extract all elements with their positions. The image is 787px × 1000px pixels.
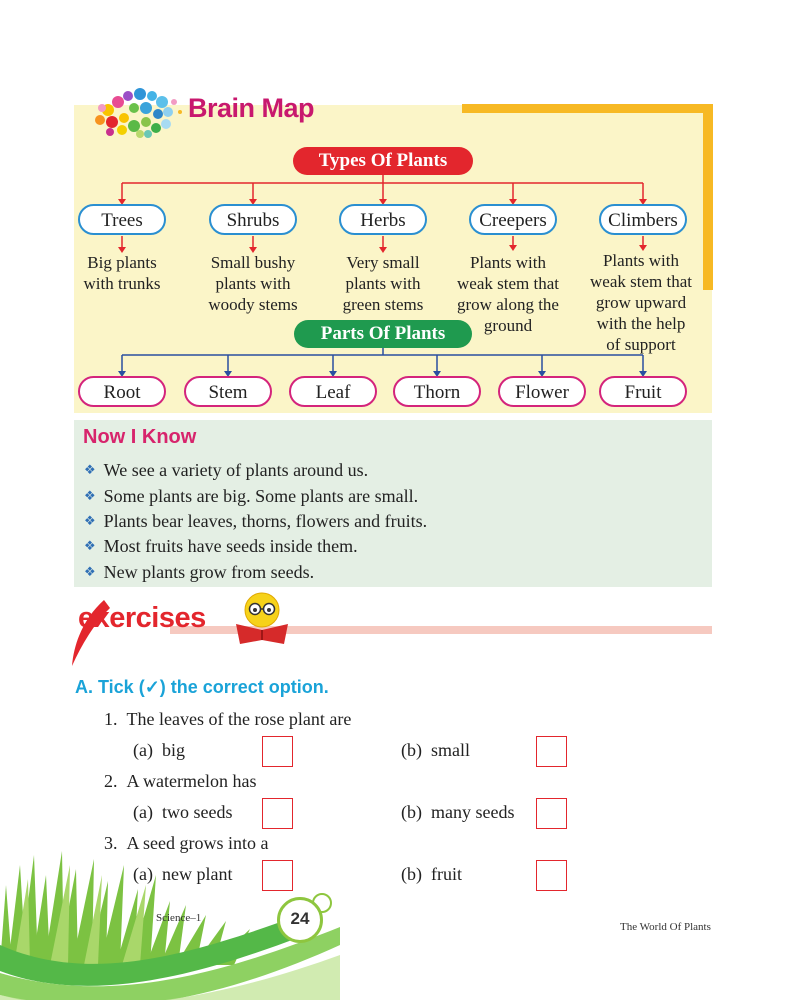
footer-book-title: Science–1 — [156, 912, 202, 924]
q1-option-a-checkbox[interactable] — [262, 736, 293, 767]
type-creepers: Creepers — [469, 204, 557, 235]
parts-connectors — [122, 348, 643, 374]
type-climbers: Climbers — [599, 204, 687, 235]
type-trees: Trees — [78, 204, 166, 235]
question-1: 1. The leaves of the rose plant are — [104, 709, 352, 729]
exercises-title: exercises — [78, 602, 206, 634]
part-thorn: Thorn — [393, 376, 481, 407]
diamond-bullet-icon: ❖ — [84, 462, 96, 477]
part-leaf: Leaf — [289, 376, 377, 407]
q2-option-b-checkbox[interactable] — [536, 798, 567, 829]
part-flower: Flower — [498, 376, 586, 407]
question-3: 3. A seed grows into a — [104, 833, 269, 853]
type-shrubs: Shrubs — [209, 204, 297, 235]
parts-of-plants-banner: Parts Of Plants — [294, 320, 472, 348]
creepers-description: Plants with weak stem that grow along the ground — [457, 253, 559, 335]
q2-option-b: (b) many seeds — [401, 802, 515, 822]
part-stem: Stem — [184, 376, 272, 407]
climbers-description: Plants with weak stem that grow upward with the help of support — [590, 251, 692, 354]
footer-chapter-title: The World Of Plants — [620, 921, 711, 933]
section-a-heading: A. Tick (✓) the correct option. — [75, 677, 329, 697]
part-fruit: Fruit — [599, 376, 687, 407]
diamond-bullet-icon: ❖ — [84, 564, 96, 579]
q3-option-b: (b) fruit — [401, 864, 462, 884]
brain-map-title: Brain Map — [188, 93, 315, 123]
type-herbs: Herbs — [339, 204, 427, 235]
q3-option-a: (a) new plant — [133, 864, 233, 884]
diamond-bullet-icon: ❖ — [84, 488, 96, 503]
q1-option-a: (a) big — [133, 740, 185, 760]
fact-item: ❖ Plants bear leaves, thorns, flowers and fruits. — [84, 511, 428, 531]
now-i-know-title: Now I Know — [83, 426, 197, 448]
herbs-description: Very small plants with green stems — [342, 253, 424, 314]
q1-option-b-checkbox[interactable] — [536, 736, 567, 767]
q3-option-b-checkbox[interactable] — [536, 860, 567, 891]
fact-item: ❖ Most fruits have seeds inside them. — [84, 536, 358, 556]
diamond-bullet-icon: ❖ — [84, 513, 96, 528]
shrubs-description: Small bushy plants with woody stems — [208, 253, 298, 314]
fact-item: ❖ New plants grow from seeds. — [84, 562, 315, 582]
page-number: 24 — [290, 909, 310, 928]
part-root: Root — [78, 376, 166, 407]
trees-description: Big plants with trunks — [83, 253, 161, 293]
fact-item: ❖ Some plants are big. Some plants are small. — [84, 486, 419, 506]
types-of-plants-banner: Types Of Plants — [293, 147, 473, 175]
q1-option-b: (b) small — [401, 740, 470, 760]
q2-option-a: (a) two seeds — [133, 802, 233, 822]
diamond-bullet-icon: ❖ — [84, 538, 96, 553]
question-2: 2. A watermelon has — [104, 771, 257, 791]
fact-item: ❖ We see a variety of plants around us. — [84, 460, 369, 480]
reading-smiley-icon — [232, 590, 290, 646]
q2-option-a-checkbox[interactable] — [262, 798, 293, 829]
